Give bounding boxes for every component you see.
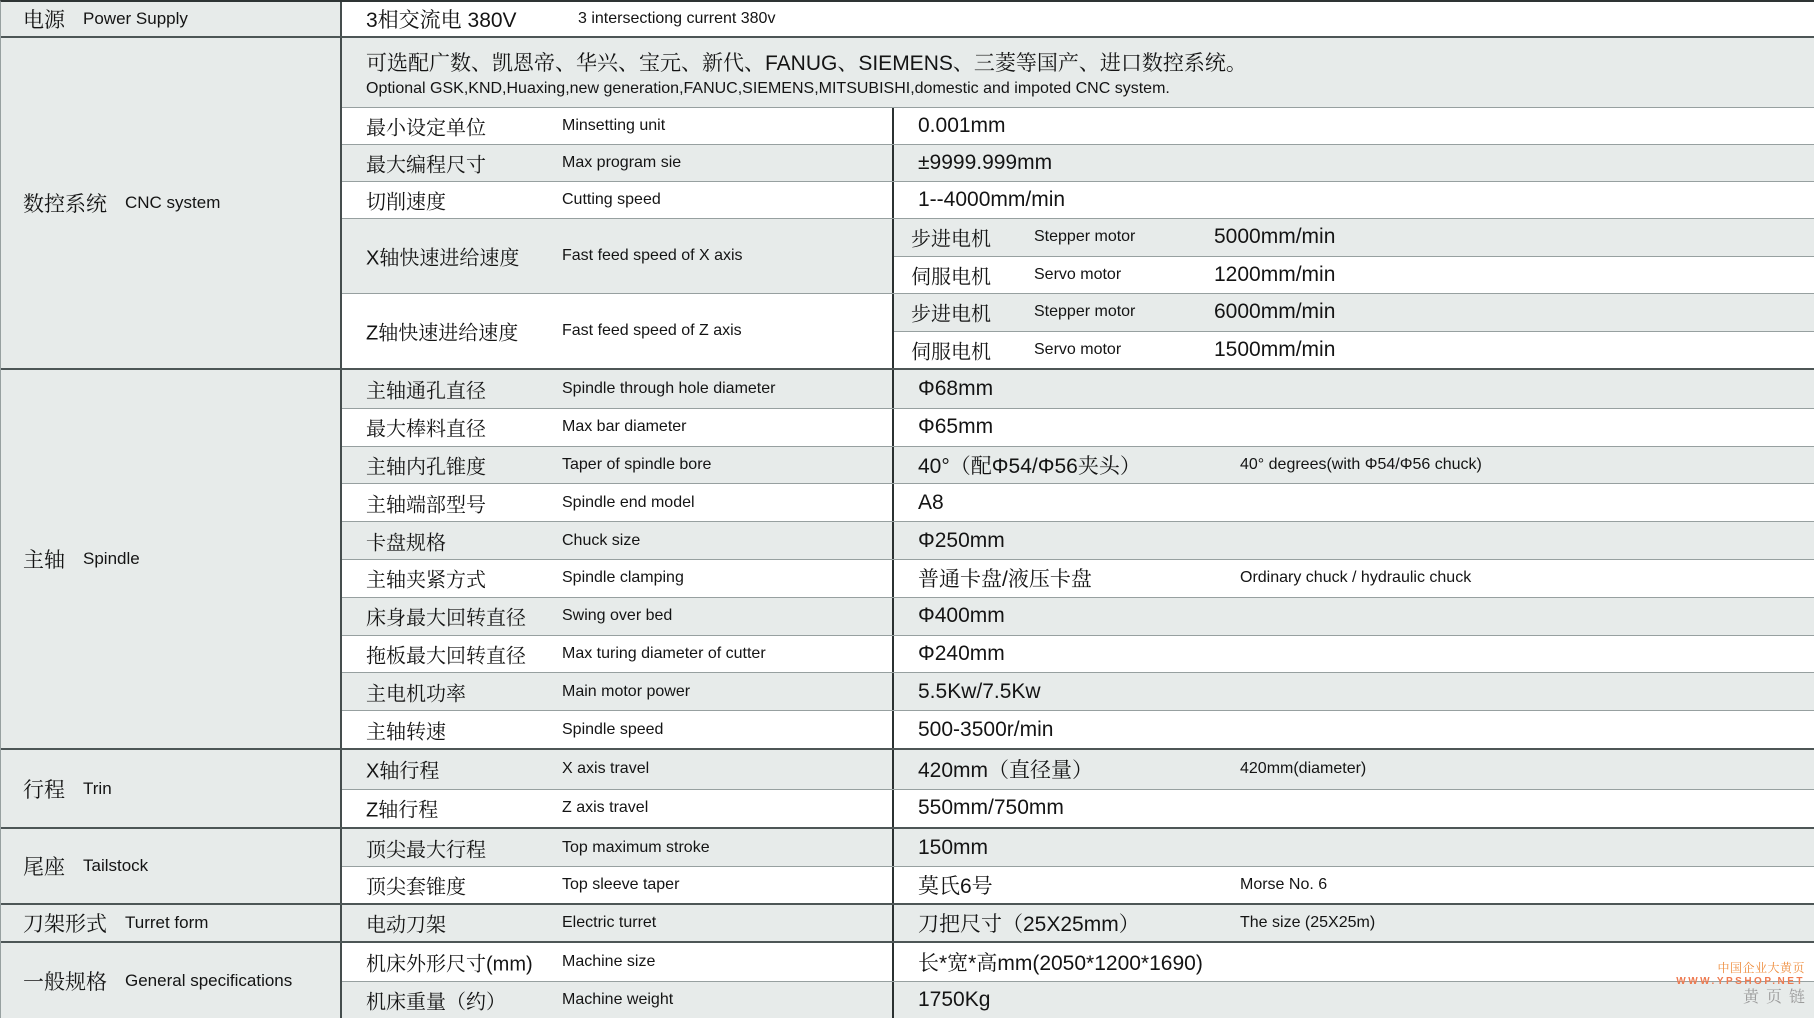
power-value-cn: 3相交流电 380V (366, 9, 517, 32)
motor-label-cn: 步进电机 (911, 228, 991, 251)
value-text-en: The size (25X25m) (1240, 914, 1376, 931)
subrow-x-stepper (894, 219, 1814, 256)
param-label-cn: 主轴夹紧方式 (366, 569, 486, 592)
spec-row-top-max-stroke (342, 829, 1814, 866)
param-label-en: Cutting speed (562, 191, 661, 208)
value-text: 长*宽*高mm(2050*1200*1690) (918, 951, 1203, 975)
category-cell-cnc (1, 38, 342, 368)
value-text-en: 40° degrees(with Φ54/Φ56 chuck) (1240, 455, 1482, 473)
param-label-en: Max turing diameter of cutter (562, 644, 766, 662)
param-label-en: Electric turret (562, 914, 657, 931)
value-text: Φ250mm (918, 528, 1005, 552)
value-cell (894, 409, 1814, 446)
value-text-en: Ordinary chuck / hydraulic chuck (1240, 569, 1472, 587)
param-cell (342, 484, 894, 521)
value-cell (894, 145, 1814, 181)
value-text: Φ400mm (918, 604, 1005, 628)
motor-value: 1200mm/min (1214, 262, 1336, 286)
category-label-cn: 一般规格 (23, 970, 107, 994)
group-spindle (1, 368, 1814, 748)
value-text: 150mm (918, 835, 989, 859)
value-text: ±9999.999mm (918, 151, 1053, 174)
param-label-cn: Z轴快速进给速度 (366, 322, 519, 345)
value-text: 550mm/750mm (918, 796, 1064, 820)
value-text: A8 (918, 490, 944, 514)
group-travel (1, 748, 1814, 827)
category-cell-turret (1, 905, 342, 941)
category-label-cn: 主轴 (23, 549, 65, 572)
param-cell (342, 560, 894, 597)
param-label-cn: Z轴行程 (366, 799, 439, 822)
spec-row-z-travel (342, 789, 1814, 828)
param-label-cn: 卡盘规格 (366, 532, 446, 555)
param-label-cn: 主轴通孔直径 (366, 380, 486, 403)
param-cell (342, 829, 894, 866)
param-cell (342, 145, 894, 181)
spec-row-max-bar-diameter (342, 408, 1814, 446)
value-text: 0.001mm (918, 114, 1006, 137)
param-cell (342, 108, 894, 144)
value-text: Φ240mm (918, 641, 1005, 665)
spec-row-optional-systems (342, 38, 1814, 107)
param-label-cn: 主电机功率 (366, 683, 466, 706)
param-label-cn: 拖板最大回转直径 (366, 645, 526, 668)
param-cell (342, 522, 894, 559)
spec-row-spindle-end-model (342, 483, 1814, 521)
power-value-en: 3 intersectiong current 380v (578, 10, 776, 27)
value-text: 500-3500r/min (918, 717, 1054, 741)
value-text: 420mm（直径量） (918, 759, 1094, 783)
motor-label-en: Stepper motor (1034, 303, 1136, 321)
category-cell-general (1, 943, 342, 1018)
value-text: 普通卡盘/液压卡盘 (918, 568, 1092, 592)
param-label-en: Max bar diameter (562, 418, 687, 436)
param-label-en: Swing over bed (562, 607, 673, 625)
group-cnc-system (1, 36, 1814, 368)
param-label-en: Fast feed speed of X axis (562, 247, 743, 264)
param-label-cn: 顶尖套锥度 (366, 876, 466, 899)
spec-row-min-setting-unit (342, 107, 1814, 144)
motor-label-cn: 步进电机 (911, 303, 991, 326)
category-label-en: Spindle (83, 549, 140, 568)
param-label-en: X axis travel (562, 760, 650, 778)
value-cell (894, 905, 1814, 941)
motor-value: 1500mm/min (1214, 337, 1336, 361)
spec-row-machine-size (342, 943, 1814, 981)
category-cell-spindle (1, 370, 342, 748)
spec-row-spindle-speed (342, 710, 1814, 748)
value-cell (894, 182, 1814, 218)
param-cell (342, 409, 894, 446)
param-label-cn: 最大棒料直径 (366, 418, 486, 441)
param-label-cn: 顶尖最大行程 (366, 839, 486, 861)
motor-label-en: Servo motor (1034, 265, 1122, 283)
param-label-cn: 机床重量（约） (366, 991, 506, 1014)
value-cell (894, 560, 1814, 597)
param-cell (342, 636, 894, 673)
value-text: Φ65mm (918, 415, 994, 439)
spec-row-main-motor-power (342, 672, 1814, 710)
category-cell-power (1, 2, 342, 36)
category-label-cn: 数控系统 (23, 193, 107, 216)
category-cell-tailstock (1, 829, 342, 903)
param-cell (342, 598, 894, 635)
category-label-cn: 尾座 (23, 856, 65, 879)
category-label-en: Trin (83, 778, 112, 798)
spec-row-chuck-size (342, 521, 1814, 559)
param-label-en: Spindle end model (562, 493, 695, 511)
category-label-cn: 行程 (23, 778, 65, 802)
param-label-en: Top maximum stroke (562, 838, 710, 856)
category-label-en: Turret form (125, 913, 209, 932)
value-text: Φ68mm (918, 376, 994, 400)
value-text: 5.5Kw/7.5Kw (918, 679, 1041, 703)
watermark-site-name: 黄页链 (1742, 989, 1812, 1006)
spec-row-machine-weight (342, 981, 1814, 1018)
spec-row-x-travel (342, 750, 1814, 789)
value-cell (894, 370, 1814, 408)
group-power-supply (1, 2, 1814, 36)
group-tailstock (1, 827, 1814, 903)
param-label-cn: 切削速度 (366, 191, 446, 214)
param-label-en: Main motor power (562, 682, 691, 700)
spec-row-max-turning-diameter (342, 635, 1814, 673)
watermark-site-title: 中国企业大黄页 (1717, 960, 1805, 975)
spec-row-cutting-speed (342, 181, 1814, 218)
param-label-cn: 机床外形尺寸(mm) (366, 953, 533, 976)
value-text: 40°（配Φ54/Φ56夹头） (918, 454, 1141, 478)
spec-row-spindle-bore-taper (342, 446, 1814, 484)
param-cell (342, 182, 894, 218)
param-cell (342, 790, 894, 828)
param-label-cn: 最大编程尺寸 (366, 154, 486, 177)
param-cell (342, 905, 894, 941)
value-cell (894, 750, 1814, 789)
spec-row-through-hole (342, 370, 1814, 408)
param-label-cn: X轴快速进给速度 (366, 247, 520, 270)
value-cell (894, 673, 1814, 710)
param-cell (342, 867, 894, 903)
category-label-cn: 刀架形式 (23, 913, 107, 936)
category-label-en: General specifications (125, 970, 293, 990)
value-cell (894, 867, 1814, 903)
value-cell (894, 829, 1814, 866)
param-label-en: Fast feed speed of Z axis (562, 322, 742, 339)
value-cell (894, 636, 1814, 673)
value-text: 1--4000mm/min (918, 188, 1066, 211)
param-cell (342, 370, 894, 408)
optional-systems-en: Optional GSK,KND,Huaxing,new generation,FANUC,SIEMENS,MITSUBISHI,domestic and impoted CNC system. (366, 80, 1170, 97)
spec-row-top-sleeve-taper (342, 866, 1814, 903)
spec-row-max-program-size (342, 144, 1814, 181)
value-cell (894, 484, 1814, 521)
value-text: 刀把尺寸（25X25mm） (918, 913, 1140, 936)
group-general-specs (1, 941, 1814, 1018)
param-cell (342, 711, 894, 748)
param-label-en: Spindle clamping (562, 569, 684, 587)
spec-row-power (342, 2, 1814, 36)
param-label-cn: 主轴转速 (366, 721, 446, 744)
param-label-en: Spindle through hole diameter (562, 379, 776, 397)
value-text-en: 420mm(diameter) (1240, 760, 1367, 778)
param-label-en: Machine weight (562, 990, 674, 1008)
motor-value: 6000mm/min (1214, 300, 1336, 324)
watermark (1676, 960, 1812, 1009)
value-cell (894, 522, 1814, 559)
value-cell (894, 790, 1814, 828)
param-label-en: Top sleeve taper (562, 876, 680, 893)
param-label-cn: X轴行程 (366, 760, 440, 783)
param-label-en: Chuck size (562, 531, 641, 549)
param-cell (342, 982, 894, 1018)
param-cell (342, 673, 894, 710)
category-label-cn: 电源 (23, 9, 65, 32)
motor-label-en: Stepper motor (1034, 228, 1136, 246)
spec-row-x-fast-feed (342, 218, 1814, 293)
param-label-cn: 最小设定单位 (366, 117, 486, 140)
value-text: 莫氏6号 (918, 875, 993, 898)
spec-row-swing-over-bed (342, 597, 1814, 635)
param-cell (342, 943, 894, 981)
param-cell (342, 294, 894, 368)
value-text-en: Morse No. 6 (1240, 876, 1328, 893)
category-label-en: Tailstock (83, 856, 149, 875)
motor-label-cn: 伺服电机 (911, 266, 991, 289)
watermark-site-url: WWW.YPSHOP.NET (1676, 975, 1805, 987)
param-label-en: Taper of spindle bore (562, 455, 712, 473)
param-label-en: Z axis travel (562, 799, 649, 817)
value-cell (894, 447, 1814, 484)
param-label-en: Machine size (562, 952, 656, 970)
param-label-en: Minsetting unit (562, 117, 666, 134)
param-label-cn: 电动刀架 (366, 914, 446, 937)
subrow-z-servo (894, 331, 1814, 369)
group-turret-form (1, 903, 1814, 941)
param-cell (342, 447, 894, 484)
param-label-cn: 主轴端部型号 (366, 494, 486, 517)
param-cell (342, 219, 894, 293)
motor-label-en: Servo motor (1034, 340, 1122, 358)
param-label-cn: 主轴内孔锥度 (366, 456, 486, 479)
spec-row-z-fast-feed (342, 293, 1814, 368)
motor-label-cn: 伺服电机 (911, 341, 991, 364)
value-cell (894, 711, 1814, 748)
subrow-x-servo (894, 256, 1814, 294)
motor-value: 5000mm/min (1214, 225, 1336, 249)
category-label-en: Power Supply (83, 9, 188, 28)
spec-row-spindle-clamping (342, 559, 1814, 597)
param-label-en: Spindle speed (562, 720, 664, 738)
value-cell (894, 108, 1814, 144)
category-label-en: CNC system (125, 193, 221, 212)
param-label-en: Max program sie (562, 154, 682, 171)
category-cell-travel (1, 750, 342, 827)
param-cell (342, 750, 894, 789)
value-text: 1750Kg (918, 987, 991, 1011)
spec-row-electric-turret (342, 905, 1814, 941)
subrow-z-stepper (894, 294, 1814, 331)
optional-systems-cn: 可选配广数、凯恩帝、华兴、宝元、新代、FANUG、SIEMENS、三菱等国产、进口数控系统。 (366, 52, 1247, 75)
param-label-cn: 床身最大回转直径 (366, 607, 526, 630)
value-cell (894, 598, 1814, 635)
